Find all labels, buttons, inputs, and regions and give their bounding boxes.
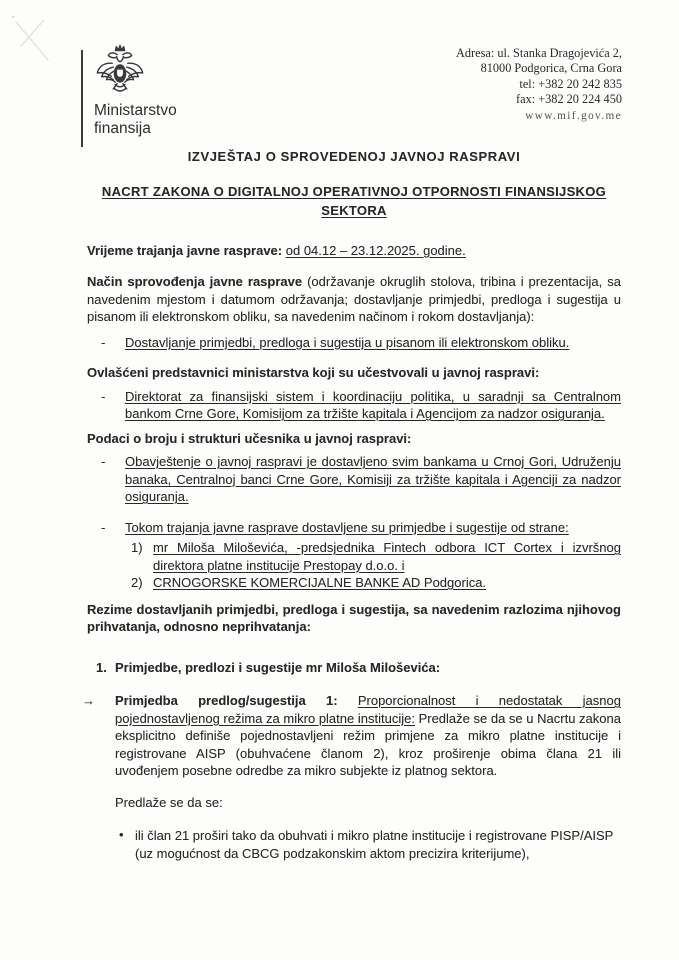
list-item-delivery-text: Dostavljanje primjedbi, predloga i sugestija u pisanom ili elektronskom obliku.: [125, 334, 570, 350]
section-1-heading: [87, 659, 621, 677]
pencil-mark: [10, 14, 54, 64]
duration-value: od 04.12 – 23.12.2025. godine.: [285, 242, 466, 258]
paragraph-method: [87, 273, 621, 326]
numbered-item-2-text: CRNOGORSKE KOMERCIJALNE BANKE AD Podgorica.: [153, 575, 487, 590]
list-item-directorate: [87, 388, 621, 423]
document-subtitle: [87, 182, 621, 220]
website-url: www.mif.gov.me: [525, 109, 622, 122]
remark-1-body: Predlaže se da se u Nacrtu zakona eksplicitno definiše pojednostavljeni režim primjene za mikro platne institucije i registrovane AISP (obuhvaćene članom 2), kroz proširenje obima člana 21 ili uvođenjem posebne odredbe za mikro subjekte iz platnog sektora.: [115, 710, 621, 778]
heading-participants: Podaci o broju i strukturi učesnika u javnoj raspravi:: [87, 430, 412, 446]
document-title: IZVJEŠTAJ O SPROVEDENOJ JAVNOJ RASPRAVI: [187, 149, 521, 164]
list-item-received: [87, 519, 621, 537]
document-body: [82, 148, 621, 862]
method-rest: (održavanje okruglih stolova, tribina i prezentacija, sa navedenim mjestom i datumom održavanja; dostavljanje primjedbi, predloga i sugestija u pisanom ili elektronskom obliku, sa navedenim načinom i rokom dostavljanja):: [87, 274, 621, 324]
arrow-icon: →: [82, 693, 95, 708]
proposal-bullet-1-text: ili član 21 proširi tako da obuhvati i mikro platne institucije i registrovane PISP/AISP (uz mogućnost da CBCG podzakonskim aktom precizira kriterijume),: [135, 828, 614, 861]
remark-1-paragraph: [82, 692, 621, 780]
ministry-name: [94, 102, 177, 138]
heading-representatives: Ovlašćeni predstavnici ministarstva koji su učestvovali u javnoj raspravi:: [87, 365, 540, 380]
list-item-notice-text: Obavještenje o javnoj raspravi je dostavljeno svim bankama u Crnoj Gori, Udruženju banaka, Centralnoj banci Crne Gore, Komisiji za tržište kapitala i Agenciji za nadzor osiguranja.: [125, 454, 621, 504]
list-item-received-text: Tokom trajanja javne rasprave dostavljene su primjedbe i sugestije od strane:: [125, 519, 569, 535]
document-subtitle-text: NACRT ZAKONA O DIGITALNOJ OPERATIVNOJ OTPORNOSTI FINANSIJSKOG SEKTORA: [101, 183, 607, 218]
proposal-bullet-1: [87, 827, 621, 862]
proposal-lead: Predlaže se da se:: [115, 794, 223, 810]
list-item-delivery: [87, 334, 621, 352]
duration-label: Vrijeme trajanja javne rasprave:: [87, 242, 283, 258]
numbered-item-1-text: mr Miloša Miloševića, -predsjednika Fintech odbora ICT Cortex i izvršnog direktora platne institucije Prestopay d.o.o. i: [153, 540, 621, 573]
list-item-directorate-text: Direktorat za finansijski sistem i koordinaciju politika, u saradnji sa Centralnom bankom Crne Gore, Komisijom za tržište kapitala i Agencijom za nadzor osiguranja.: [125, 388, 621, 421]
address-line-street: Adresa: ul. Stanka Dragojevića 2,: [456, 46, 622, 60]
numbered-item-1-number: 1): [131, 540, 143, 555]
dash-bullet: -: [101, 334, 106, 350]
section-1-heading-text: Primjedbe, predlozi i sugestije mr Miloša Miloševića:: [115, 659, 441, 675]
letterhead-divider: [81, 50, 83, 147]
address-line-city: 81000 Podgorica, Crna Gora: [480, 61, 622, 76]
numbered-item-1: [87, 539, 621, 574]
dash-bullet: -: [101, 454, 106, 469]
coat-of-arms-icon: [92, 43, 148, 101]
ministry-name-line2: finansija: [94, 120, 151, 137]
duration-line: [87, 242, 621, 260]
list-item-notice: [87, 453, 621, 506]
dash-bullet: -: [101, 388, 106, 404]
dash-bullet: -: [101, 519, 106, 535]
ministry-name-line1: Ministarstvo: [94, 102, 177, 119]
remark-1-label: Primjedba predlog/sugestija 1:: [115, 693, 338, 708]
remark-1-topic: Proporcionalnost i nedostatak jasnog pojednostavljenog režima za mikro platne institucije:: [115, 693, 621, 726]
address-line-fax: fax: +382 20 224 450: [516, 92, 622, 107]
method-lead: Način sprovođenja javne rasprave: [87, 274, 303, 289]
numbered-item-2: [87, 574, 621, 592]
numbered-item-2-number: 2): [131, 575, 143, 590]
address-line-tel: tel: +382 20 242 835: [519, 76, 622, 91]
paragraph-summary-intro: Rezime dostavljanih primjedbi, predloga i sugestija, sa navedenim razlozima njihovog prihvatanja, odnosno neprihvatanja:: [87, 601, 621, 634]
address-block: [456, 46, 622, 124]
bullet-icon: •: [119, 827, 124, 842]
section-1-number: 1.: [96, 659, 107, 675]
